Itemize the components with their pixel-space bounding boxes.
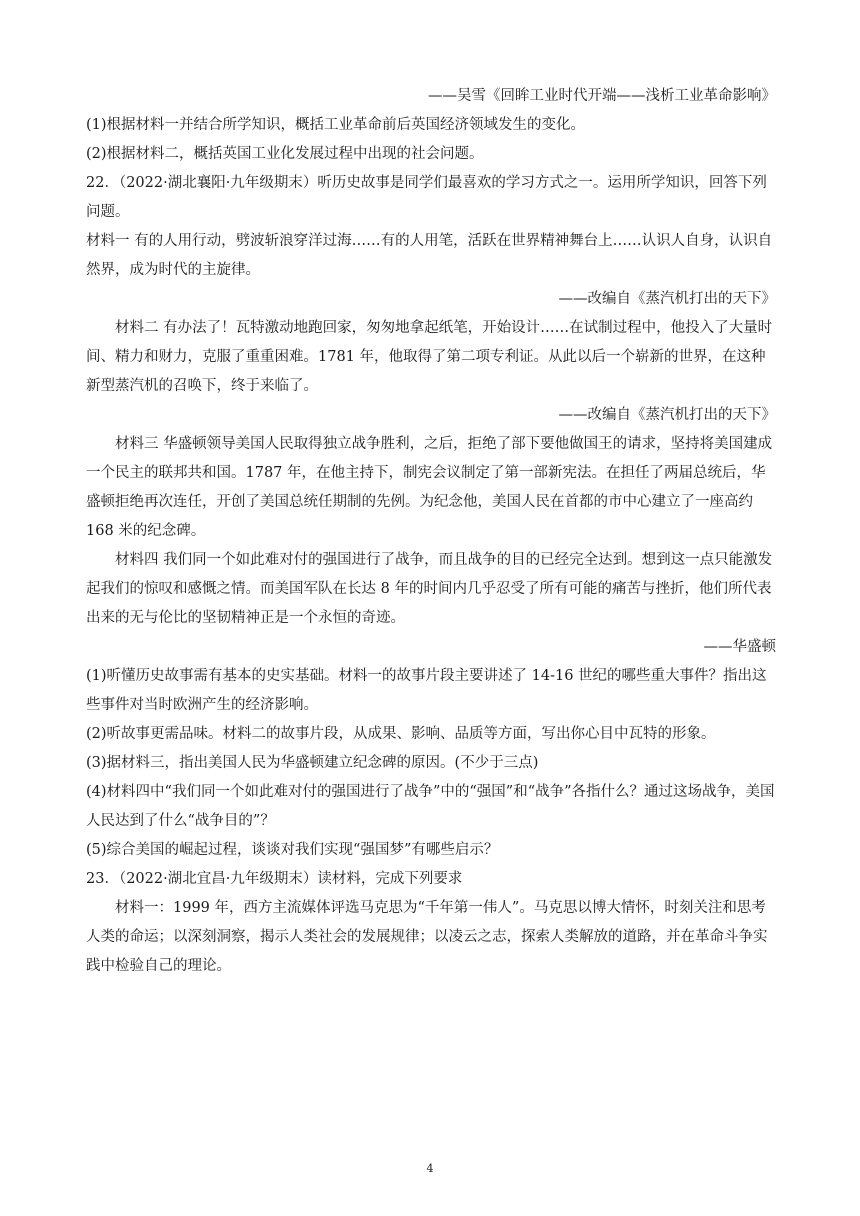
material-1: 材料一 有的人用行动，劈波斩浪穿洋过海……有的人用笔，活跃在世界精神舞台上……认识人自身，认识自然界，成为时代的主旋律。: [86, 233, 773, 278]
page-content: [86, 82, 776, 981]
material-4: 材料四 我们同一个如此难对付的强国进行了战争，而且战争的目的已经完全达到。想到这一点只能激发起我们的惊叹和感慨之情。而美国军队在长达 8 年的时间内几乎忍受了所有可能的痛苦与挫折，他们所代表出来的无与伦比的坚韧精神正是一个永恒的奇迹。: [86, 552, 773, 626]
question-22-4: (4)材料四中“我们同一个如此难对付的强国进行了战争”中的“强国”和“战争”各指什么？通过这场战争，美国人民达到了什么“战争目的”？: [86, 784, 775, 829]
source-citation: ——改编自《蒸汽机打出的天下》: [558, 407, 776, 423]
question-2: (2)根据材料二，概括英国工业化发展过程中出现的社会问题。: [86, 146, 484, 162]
source-citation: ——华盛顿: [703, 639, 776, 655]
source-citation: ——吴雪《回眸工业时代开端——浅析工业革命影响》: [428, 88, 776, 104]
material-3: 材料三 华盛顿领导美国人民取得独立战争胜利，之后，拒绝了部下要他做国王的请求，坚持将美国建成一个民主的联邦共和国。1787 年，在他主持下，制宪会议制定了第一部新宪法。在担任了两届总统后，华盛顿拒绝再次连任，开创了美国总统任期制的先例。为纪念他，美国人民在首都的市中心建立了一座高约 168 米的纪念碑。: [86, 436, 773, 539]
question-1: (1)根据材料一并结合所学知识，概括工业革命前后英国经济领域发生的变化。: [86, 117, 586, 133]
question-22-5: (5)综合美国的崛起过程，谈谈对我们实现“强国梦”有哪些启示？: [86, 842, 499, 858]
question-22-stem: 22．（2022·湖北襄阳·九年级期末）听历史故事是同学们最喜欢的学习方式之一。运用所学知识，回答下列问题。: [86, 175, 767, 220]
question-22-3: (3)据材料三，指出美国人民为华盛顿建立纪念碑的原因。(不少于三点): [86, 755, 539, 771]
page-number: 4: [426, 1162, 434, 1175]
material-1-q23: 材料一：1999 年，西方主流媒体评选马克思为“千年第一伟人”。马克思以博大情怀，时刻关注和思考人类的命运；以深刻洞察，揭示人类社会的发展规律；以凌云之志，探索人类解放的道路，并在革命斗争实践中检验自己的理论。: [86, 900, 768, 974]
question-22-1: (1)听懂历史故事需有基本的史实基础。材料一的故事片段主要讲述了 14-16 世纪的哪些重大事件？指出这些事件对当时欧洲产生的经济影响。: [86, 668, 767, 713]
question-23-stem: 23．（2022·湖北宜昌·九年级期末）读材料，完成下列要求: [86, 871, 463, 887]
source-citation: ——改编自《蒸汽机打出的天下》: [558, 291, 776, 307]
question-22-2: (2)听故事更需品味。材料二的故事片段，从成果、影响、品质等方面，写出你心目中瓦特的形象。: [86, 726, 716, 742]
material-2: 材料二 有办法了！瓦特激动地跑回家，匆匆地拿起纸笔，开始设计……在试制过程中，他投入了大量时间、精力和财力，克服了重重困难。1781 年，他取得了第二项专利证。从此以后一个崭新的世界，在这种新型蒸汽机的召唤下，终于来临了。: [86, 320, 773, 394]
